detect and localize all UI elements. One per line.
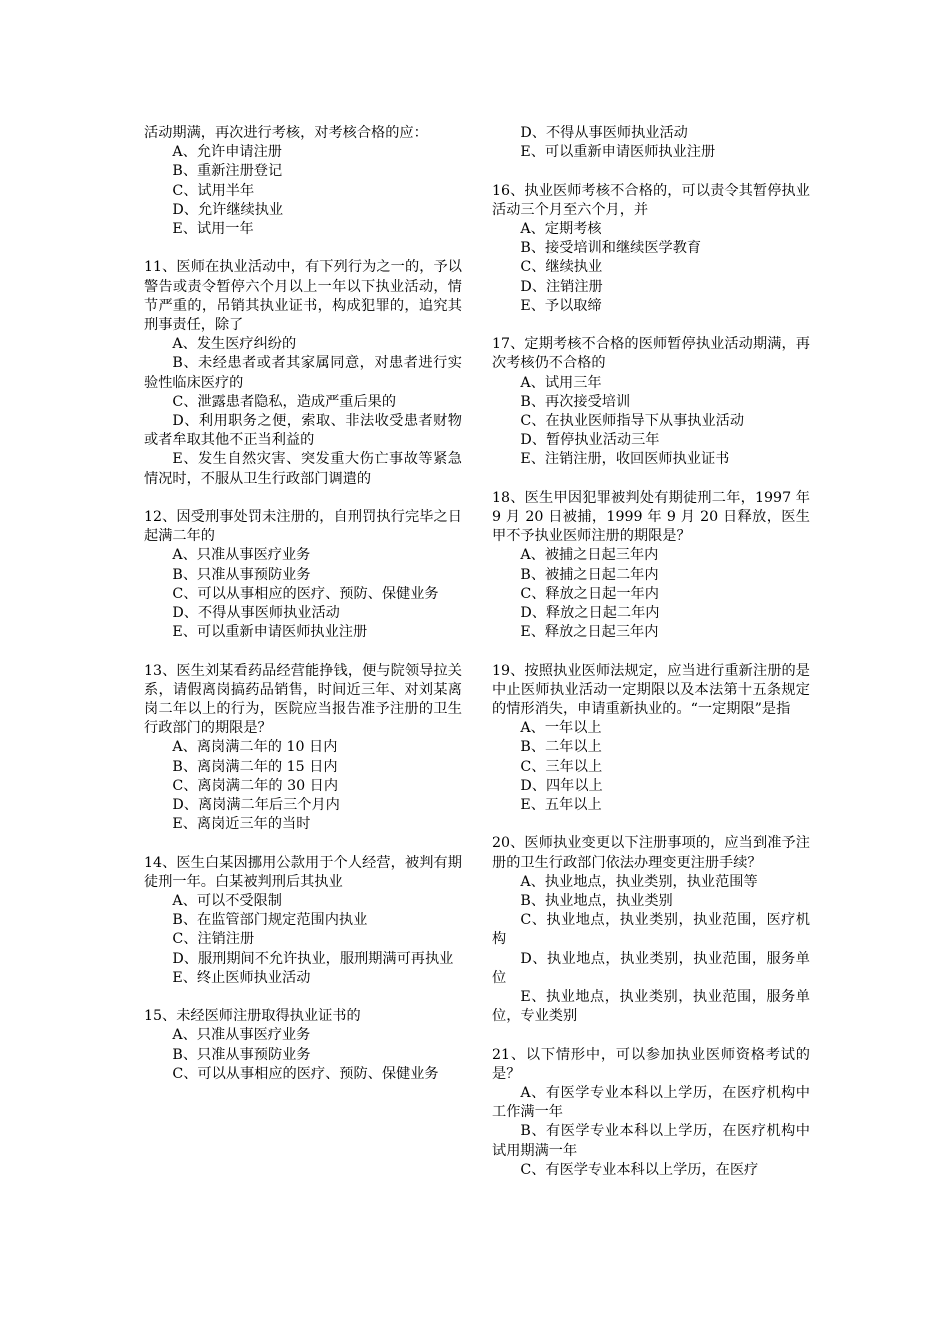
answer-option: C、在执业医师指导下从事执业活动 — [520, 413, 745, 430]
answer-option: C、释放之日起一年内 — [520, 585, 659, 602]
question-block — [144, 662, 462, 835]
answer-option: A、一年以上 — [520, 720, 602, 737]
answer-option: B、只准从事预防业务 — [172, 1046, 311, 1063]
answer-option: A、定期考核 — [520, 221, 602, 237]
answer-option: E、试用一年 — [172, 221, 254, 238]
answer-option: B、重新注册登记 — [172, 163, 283, 180]
answer-option: D、服刑期间不允许执业，服刑期满可再执业 — [172, 950, 454, 967]
answer-option: C、离岗满二年的 30 日内 — [172, 777, 339, 794]
answer-option: B、二年以上 — [520, 739, 602, 756]
answer-option: C、执业地点，执业类别，执业范围，医疗机构 — [492, 912, 810, 948]
answer-option: D、执业地点，执业类别，执业范围，服务单位 — [492, 950, 810, 986]
answer-option: B、被捕之日起二年内 — [520, 566, 659, 583]
answer-option: D、四年以上 — [520, 777, 603, 794]
right-column — [492, 124, 810, 1180]
answer-option: E、发生自然灾害、突发重大伤亡事故等紧急情况时，不服从卫生行政部门调遣的 — [144, 451, 462, 487]
answer-option: C、三年以上 — [520, 758, 603, 775]
answer-option: A、执业地点，执业类别，执业范围等 — [520, 873, 758, 890]
question-block — [492, 182, 810, 316]
answer-option: C、继续执业 — [520, 259, 603, 276]
question-block — [492, 335, 810, 469]
answer-option: D、利用职务之便，索取、非法收受患者财物或者牟取其他不正当利益的 — [144, 413, 462, 449]
answer-option: C、注销注册 — [172, 931, 255, 948]
question-stem: 14、医生白某因挪用公款用于个人经营，被判有期徒刑一年。白某被判刑后其执业 — [144, 854, 462, 890]
answer-option: A、有医学专业本科以上学历，在医疗机构中工作满一年 — [492, 1085, 810, 1121]
answer-option: B、执业地点，执业类别 — [520, 893, 673, 910]
question-stem: 活动期满，再次进行考核，对考核合格的应： — [144, 125, 428, 141]
answer-option: B、再次接受培训 — [520, 393, 631, 410]
answer-option: E、离岗近三年的当时 — [172, 816, 311, 833]
question-stem: 17、定期考核不合格的医师暂停执业活动期满，再次考核仍不合格的 — [492, 336, 810, 372]
answer-option: B、接受培训和继续医学教育 — [520, 240, 702, 257]
question-stem: 19、按照执业医师法规定，应当进行重新注册的是中止医师执业活动一定期限以及本法第十五条规定的情形消失，申请重新执业的。“一定期限”是指 — [492, 662, 810, 718]
question-stem: 21、以下情形中，可以参加执业医师资格考试的是？ — [492, 1046, 810, 1082]
answer-option: B、有医学专业本科以上学历，在医疗机构中试用期满一年 — [492, 1123, 810, 1159]
answer-option: B、只准从事预防业务 — [172, 566, 311, 583]
answer-option: B、未经患者或者其家属同意，对患者进行实验性临床医疗的 — [144, 355, 462, 391]
answer-option: C、有医学专业本科以上学历，在医疗 — [520, 1161, 759, 1178]
answer-option: C、试用半年 — [172, 182, 255, 199]
question-block — [492, 1046, 810, 1180]
answer-option: E、五年以上 — [520, 797, 602, 814]
answer-option: D、离岗满二年后三个月内 — [172, 797, 340, 814]
question-block — [492, 124, 810, 162]
question-stem: 20、医师执业变更以下注册事项的，应当到准予注册的卫生行政部门依法办理变更注册手续？ — [492, 835, 810, 871]
answer-option: D、注销注册 — [520, 278, 603, 295]
answer-option: E、执业地点，执业类别，执业范围，服务单位，专业类别 — [492, 989, 810, 1025]
question-block — [492, 834, 810, 1026]
answer-option: A、允许申请注册 — [172, 144, 282, 161]
answer-option: E、可以重新申请医师执业注册 — [520, 144, 716, 161]
answer-option: A、可以不受限制 — [172, 893, 282, 910]
answer-option: B、在监管部门规定范围内执业 — [172, 912, 368, 929]
answer-option: D、释放之日起二年内 — [520, 605, 660, 622]
question-block — [144, 258, 462, 488]
answer-option: D、不得从事医师执业活动 — [520, 125, 688, 141]
question-block — [144, 508, 462, 642]
answer-option: A、离岗满二年的 10 日内 — [172, 739, 338, 756]
answer-option: D、暂停执业活动三年 — [520, 432, 660, 449]
answer-option: E、可以重新申请医师执业注册 — [172, 624, 368, 641]
answer-option: C、可以从事相应的医疗、预防、保健业务 — [172, 1065, 439, 1082]
answer-option: B、离岗满二年的 15 日内 — [172, 758, 338, 775]
answer-option: A、试用三年 — [520, 374, 602, 391]
answer-option: E、注销注册，收回医师执业证书 — [520, 451, 730, 468]
question-stem: 13、医生刘某看药品经营能挣钱，便与院领导拉关系，请假离岗搞药品销售，时间近三年、对刘某离岗二年以上的行为，医院应当报告准予注册的卫生行政部门的期限是？ — [144, 662, 462, 737]
left-column — [144, 124, 462, 1084]
question-stem: 18、医生甲因犯罪被判处有期徒刑二年，1997 年 9 月 20 日被捕，1999 年 9 月 20 日释放，医生甲不予执业医师注册的期限是？ — [492, 489, 810, 545]
answer-option: C、可以从事相应的医疗、预防、保健业务 — [172, 585, 439, 602]
answer-option: A、被捕之日起三年内 — [520, 547, 659, 564]
question-block — [144, 1007, 462, 1084]
question-stem: 11、医师在执业活动中，有下列行为之一的，予以警告或责令暂停六个月以上一年以下执业活动，情节严重的，吊销其执业证书，构成犯罪的，追究其刑事责任，除了 — [144, 259, 462, 334]
answer-option: E、终止医师执业活动 — [172, 969, 311, 986]
answer-option: E、释放之日起三年内 — [520, 624, 659, 641]
question-block — [492, 662, 810, 816]
question-stem: 12、因受刑事处罚未注册的，自刑罚执行完毕之日起满二年的 — [144, 509, 462, 545]
question-block — [144, 124, 462, 239]
question-stem: 15、未经医师注册取得执业证书的 — [144, 1008, 361, 1025]
question-block — [144, 854, 462, 988]
question-block — [492, 489, 810, 643]
answer-option: A、只准从事医疗业务 — [172, 547, 311, 564]
answer-option: D、不得从事医师执业活动 — [172, 605, 340, 622]
answer-option: E、予以取缔 — [520, 297, 602, 314]
answer-option: C、泄露患者隐私，造成严重后果的 — [172, 393, 397, 410]
question-stem: 16、执业医师考核不合格的，可以责令其暂停执业活动三个月至六个月，并 — [492, 182, 810, 218]
answer-option: A、发生医疗纠纷的 — [172, 336, 297, 353]
answer-option: A、只准从事医疗业务 — [172, 1027, 311, 1044]
answer-option: D、允许继续执业 — [172, 201, 284, 218]
